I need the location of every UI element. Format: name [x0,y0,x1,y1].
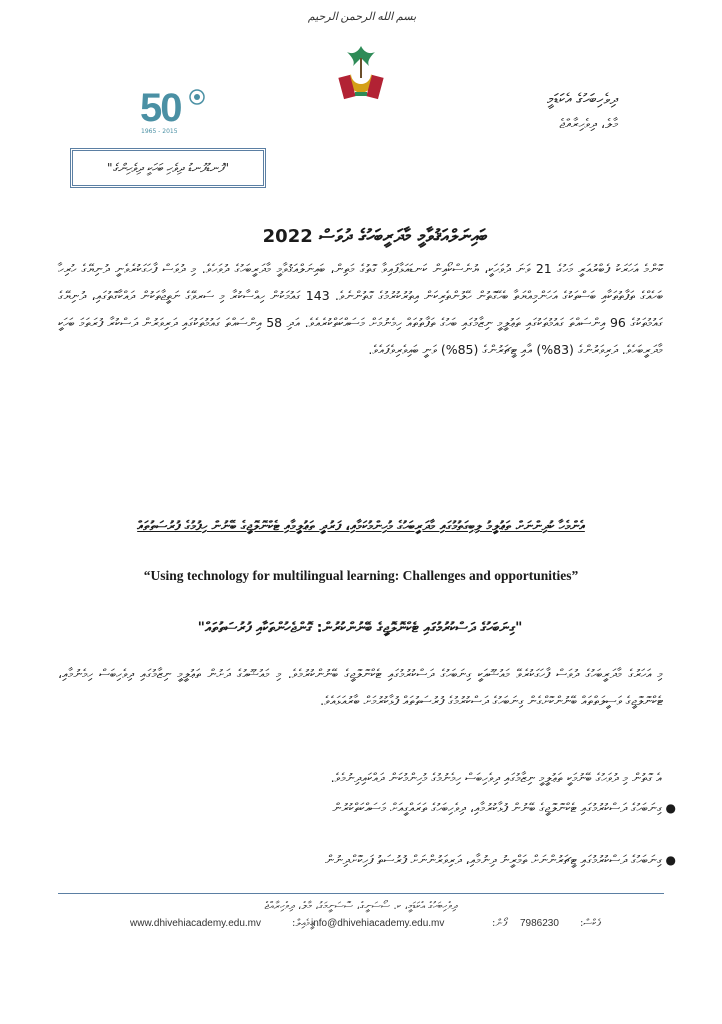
page-title: ބައިނަލްއަޤުވާމީ މާދަރީބަހުގެ ދުވަސް 2022 [262,226,488,247]
list-item-text: ގިނަބަހުގެ ދަސްކުރުމުގައި ޓެކްނޮލޮޖީގެ ބޭނުން ފުޅާކުރުމާއި، ދިވެހިބަހުގެ ތަރައްގީއަށް މަސައްކަތްކުރުން [332,800,662,815]
section-heading: އެންމެހާ ކުދިންނަށް ތަޢުލީމު ލިބިގަތުމުގައި މާދަރީބަހުގެ މުހިންމުކަމާއި، ފަރުދީ ތަޢުލީމާއި ޓެކްނޮލޮޖީގެ ބޭނުން ހިފުމުގެ ފުރުސަތުތައް [137,519,585,534]
footer-address: ދިވެހިބަހުގެ އެކަޑަމީ، ކ. ސޯސަނީގެ، ސޮސަނީމަގު، މާލެ، ދިވެހިރާއްޖެ [264,900,458,912]
footer-website[interactable]: www.dhivehiacademy.edu.mv [130,918,261,929]
footer-phone: 7986230 [520,918,559,929]
motto-text: "ފުނޑުފުނޑު ދިވެހި ބަހަކީ ދިވެހިންގެ" [107,160,229,175]
anniversary-logo-caption: 1965 - 2015 [141,128,178,135]
list-item [72,796,676,820]
bullet-icon: ● [665,801,676,815]
bullet-icon: ● [665,853,676,867]
theme-paragraph: މި އަހަރުގެ މާދަރީބަހުގެ ދުވަސް ފާހަގަކުރެވޭ މައުޟޫއަކީ ގިނަބަހުގެ ދަސްކުރުމުގައި ޓެކްނޮލޮޖީގެ ބޭނުންކުރުމެވެ. މި މައުޟޫއުގެ ދަށުން ތަޢުލީމީ ނިޒާމުގައި ދިވެހިބަސް ހިމެނުމާއި، ޓެކްނޮލޮޖީގެ ވަސީލަތްތައް ބޭނުންކޮށްގެން ގިނަބަހުގެ ދަސްކުރުމުގެ ފުރުސަތުތައް ފުޅާކުރުމަށް ބާރުއަޅައެވެ. [58,666,663,708]
footer-phone-label: ފޯން: [492,918,507,929]
footer-fax-label: ފެކްސް: [580,918,601,929]
footer-divider [58,893,664,894]
list-item-text: ގިނަބަހުގެ ދަސްކުރުމުގައި ޓީޗަރުންނަށް ތަމްރީނު ދިނުމާއި، ދަރިވަރުންނަށް ފުރުސަތު ފަހިކޮށްދިނުން [325,852,662,867]
footer-email-label: އީމެއިލް: [292,918,315,929]
organization-location: މާލެ، ދިވެހިރާއްޖެ [559,117,618,132]
state-emblem [333,40,389,104]
footer-email[interactable]: info@dhivehiacademy.edu.mv [311,918,445,929]
intro-paragraph: ކޮންމެ އަހަރަކު ފެބްރުއަރީ މަހުގެ 21 ވަނަ ދުވަހަކީ، ޔުނެސްކޯއިން ކަނޑައަޅާފައިވާ ގޮތުގެ މަތިން، ބައިނަލްއަޤުވާމީ މާދަރީބަހުގެ ދުވަހެވެ. މި ދުވަސް ފާހަގަކުރެވެނީ ދުނިޔޭގެ ހުރިހާ ބަހެއްގެ ތަފާތުތަކާއި ބަސްތަކުގެ އަހަންމިއްޔަތާ ބެހޭގޮތުން ހޭލުންތެރިކަން އިތުރުކުރުމުގެ ގޮތުންނެވެ. 143 ގައުމަކުން ހިއްސާކުރާ މި ސަރވޭގެ ނަތީޖާތަކުން ދައްކާގޮތުގައި، ދުނިޔޭގެ ގައުމުތަކުގެ 96 އިންސައްތަ ގައުމުތަކުގައި ތަޢުލީމީ ނިޒާމުގައި ބަހުގެ ތަފާތުތައް ހިމެނުމަށް މަސައްކަތްކުރެއެވެ. އަދި 58 އިންސައްތަ ގައުމުތަކުގައި ދަރިވަރުން ދަސްކުރާ ފުރަތަމަ ބަހަކީ މާދަރީބަހެވެ. ދަރިވަރުންގެ (83%) އާއި ޓީޗަރުންގެ (85%) ވަނީ ބައިވެރިވެފައެވެ. [58,261,664,357]
motto-box [70,148,266,188]
list-item [72,848,676,872]
organization-name: ދިވެހިބަހުގެ އެކަޑަމީ [547,90,618,108]
anniversary-logo-emblem [188,88,206,106]
anniversary-logo-number: 50 [140,86,181,130]
list-intro: އެ ގޮތުން މި ދުވަހުގެ ބޭނުމަކީ ތަޢުލީމީ ނިޒާމުގައި ދިވެހިބަސް ހިމެނުމުގެ މުހިންމުކަން ދައްކައިދިނުމެވެ. [330,770,662,785]
english-theme: “Using technology for multilingual learning: Challenges and opportunities” [143,568,579,583]
bismillah: بسم الله الرحمن الرحيم [307,11,417,23]
dhivehi-theme: "ގިނަބަހުގެ ދަސްކުރުމުގައި ޓެކްނޮލޮޖީގެ ބޭނުންކުރުން: ގޮންޖެހުންތަކާއި ފުރުސަތުތައް" [197,620,523,636]
